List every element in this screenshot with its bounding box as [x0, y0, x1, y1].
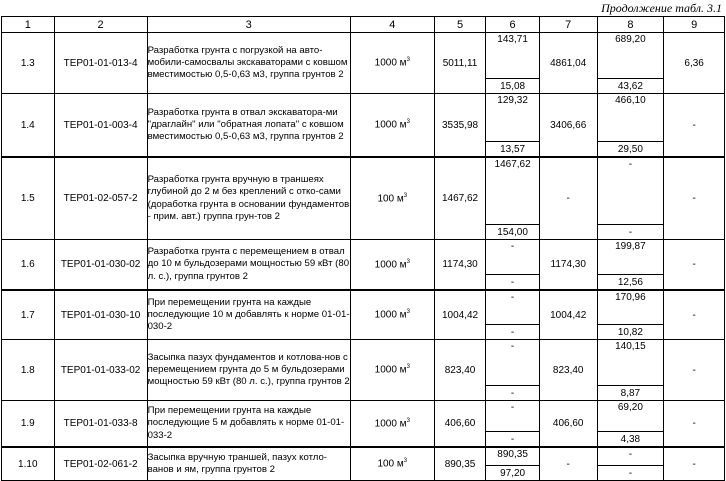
unit-exponent: 3 — [406, 309, 410, 316]
other-cost: - — [664, 157, 725, 240]
machine-cost — [597, 157, 664, 240]
unit-exponent: 3 — [406, 119, 410, 126]
labor-cost-total: - — [510, 341, 515, 352]
unit-of-measure — [350, 157, 434, 240]
labor-cost — [486, 33, 540, 94]
header-cell: 7 — [539, 17, 597, 33]
machine-cost-total: 170,96 — [615, 292, 646, 303]
unit-exponent: 3 — [406, 417, 410, 424]
unit-text: 1000 м — [374, 364, 407, 376]
unit-text: 1000 м — [374, 309, 407, 321]
machine-cost — [597, 447, 664, 481]
materials-cost: 4861,04 — [539, 33, 597, 94]
unit-exponent: 3 — [403, 192, 408, 199]
machine-cost-total: 199,87 — [615, 241, 646, 252]
labor-cost-total: 129,32 — [497, 95, 528, 106]
table-row — [2, 447, 725, 481]
rate-code: ТЕР01-02-061-2 — [54, 447, 147, 481]
labor-cost-wages: - — [486, 385, 539, 400]
work-description: Разработка грунта с перемещением в отвал до 10 м бульдозерами мощностью 59 кВт (80 л. с.), группа грунтов 2 — [147, 240, 350, 291]
machine-cost — [597, 340, 664, 401]
other-cost: - — [664, 340, 725, 401]
other-cost: - — [664, 401, 725, 448]
work-description: Разработка грунта с погрузкой на авто-мобили-самосвалы экскаваторами с ковшом вместимостью 0,5-0,63 м3, группа грунтов 2 — [147, 33, 350, 94]
table-row — [2, 340, 725, 401]
labor-cost-total: 1467,62 — [494, 159, 531, 170]
labor-cost — [486, 447, 540, 481]
rate-code: ТЕР01-01-003-4 — [54, 94, 147, 158]
labor-cost — [486, 290, 540, 340]
header-cell: 4 — [350, 17, 434, 33]
labor-cost-wages: - — [486, 431, 539, 446]
other-cost: - — [664, 94, 725, 158]
machine-cost-wages: 10,82 — [598, 324, 664, 339]
rate-code: ТЕР01-01-013-4 — [54, 33, 147, 94]
total-cost: 1467,62 — [434, 157, 486, 240]
labor-cost — [486, 401, 540, 448]
unit-exponent: 3 — [406, 57, 410, 64]
materials-cost: - — [539, 157, 597, 240]
total-cost: 823,40 — [434, 340, 486, 401]
work-description: При перемещении грунта на каждые последующие 10 м добавлять к норме 01-01-030-2 — [147, 290, 350, 340]
labor-cost-wages: - — [486, 274, 539, 289]
materials-cost: 3406,66 — [539, 94, 597, 158]
labor-cost-total: 890,35 — [497, 449, 528, 460]
machine-cost-wages: 29,50 — [598, 141, 664, 156]
unit-exponent: 3 — [406, 364, 410, 371]
work-description: Засыпка пазух фундаментов и котлова-нов с перемещением грунта до 5 м бульдозерами мощностью 59 кВт (80 л. с.), группа грунтов 2 — [147, 340, 350, 401]
labor-cost-wages: 97,20 — [486, 465, 539, 480]
machine-cost — [597, 240, 664, 291]
labor-cost-wages: 15,08 — [486, 78, 539, 93]
labor-cost-total: - — [510, 402, 515, 413]
machine-cost-wages: - — [598, 224, 664, 239]
machine-cost-wages: 43,62 — [598, 78, 664, 93]
machine-cost — [597, 94, 664, 158]
materials-cost: 823,40 — [539, 340, 597, 401]
unit-of-measure — [350, 340, 434, 401]
table-caption: Продолжение табл. 3.1 — [601, 1, 722, 15]
other-cost: 6,36 — [664, 33, 725, 94]
machine-cost-wages: - — [598, 465, 664, 480]
machine-cost-total: 466,10 — [615, 95, 646, 106]
unit-text: 1000 м — [374, 259, 407, 271]
header-row — [2, 17, 725, 33]
total-cost: 406,60 — [434, 401, 486, 448]
unit-of-measure — [350, 290, 434, 340]
rate-code: ТЕР01-01-030-02 — [54, 240, 147, 291]
total-cost: 1004,42 — [434, 290, 486, 340]
unit-text: 1000 м — [374, 119, 407, 131]
total-cost: 3535,98 — [434, 94, 486, 158]
labor-cost-wages: - — [486, 324, 539, 339]
item-number: 1.3 — [2, 33, 55, 94]
work-description: Разработка грунта в отвал экскаватора-ми "драглайн" или "обратная лопата" с ковшом вместимостью 0,5-0,63 м3, группа грунтов 2 — [147, 94, 350, 158]
unit-of-measure — [350, 401, 434, 448]
machine-cost — [597, 33, 664, 94]
rate-code: ТЕР01-01-033-8 — [54, 401, 147, 448]
header-cell: 2 — [54, 17, 147, 33]
table-row — [2, 94, 725, 158]
machine-cost-total: - — [628, 159, 633, 170]
machine-cost-total: 69,20 — [617, 402, 643, 413]
total-cost: 890,35 — [434, 447, 486, 481]
item-number: 1.10 — [2, 447, 55, 481]
unit-text: 1000 м — [374, 57, 407, 69]
unit-of-measure — [350, 33, 434, 94]
unit-exponent: 3 — [403, 458, 408, 465]
machine-cost-total: 140,15 — [615, 341, 646, 352]
work-description: Разработка грунта вручную в траншеях глубиной до 2 м без креплений с отко-сами (доработка грунта в основании фундаментов - прим. авт.) группа грун-тов 2 — [147, 157, 350, 240]
other-cost: - — [664, 240, 725, 291]
machine-cost-wages: 4,38 — [598, 431, 664, 446]
labor-cost-total: - — [510, 241, 515, 252]
total-cost: 1174,30 — [434, 240, 486, 291]
unit-text: 100 м — [377, 193, 404, 205]
unit-of-measure — [350, 447, 434, 481]
header-cell: 8 — [597, 17, 664, 33]
other-cost: - — [664, 290, 725, 340]
machine-cost — [597, 401, 664, 448]
labor-cost-total: 143,71 — [497, 34, 528, 45]
machine-cost — [597, 290, 664, 340]
item-number: 1.5 — [2, 157, 55, 240]
labor-cost — [486, 340, 540, 401]
work-description: Засыпка вручную траншей, пазух котло-ванов и ям, группа грунтов 2 — [147, 447, 350, 481]
labor-cost-wages: 13,57 — [486, 141, 539, 156]
labor-cost — [486, 157, 540, 240]
header-cell: 5 — [434, 17, 486, 33]
machine-cost-total: - — [628, 449, 633, 460]
estimate-table — [1, 16, 725, 481]
table-row — [2, 157, 725, 240]
rate-code: ТЕР01-02-057-2 — [54, 157, 147, 240]
table-row — [2, 401, 725, 448]
labor-cost-wages: 154,00 — [486, 224, 539, 239]
materials-cost: - — [539, 447, 597, 481]
other-cost: - — [664, 447, 725, 481]
header-cell: 1 — [2, 17, 55, 33]
table-row — [2, 33, 725, 94]
unit-of-measure — [350, 94, 434, 158]
item-number: 1.9 — [2, 401, 55, 448]
labor-cost — [486, 240, 540, 291]
materials-cost: 1174,30 — [539, 240, 597, 291]
work-description: При перемещении грунта на каждые последующие 5 м добавлять к норме 01-01-033-2 — [147, 401, 350, 448]
unit-of-measure — [350, 240, 434, 291]
header-cell: 3 — [147, 17, 350, 33]
total-cost: 5011,11 — [434, 33, 486, 94]
machine-cost-wages: 8,87 — [598, 385, 664, 400]
materials-cost: 406,60 — [539, 401, 597, 448]
table-row — [2, 240, 725, 291]
rate-code: ТЕР01-01-033-02 — [54, 340, 147, 401]
table-row — [2, 290, 725, 340]
rate-code: ТЕР01-01-030-10 — [54, 290, 147, 340]
header-cell: 6 — [486, 17, 540, 33]
item-number: 1.6 — [2, 240, 55, 291]
item-number: 1.8 — [2, 340, 55, 401]
header-cell: 9 — [664, 17, 725, 33]
unit-exponent: 3 — [406, 258, 410, 265]
materials-cost: 1004,42 — [539, 290, 597, 340]
labor-cost-total: - — [510, 292, 515, 303]
item-number: 1.4 — [2, 94, 55, 158]
machine-cost-total: 689,20 — [615, 34, 646, 45]
unit-text: 1000 м — [374, 418, 407, 430]
unit-text: 100 м — [377, 458, 404, 470]
machine-cost-wages: 12,56 — [598, 274, 664, 289]
item-number: 1.7 — [2, 290, 55, 340]
labor-cost — [486, 94, 540, 158]
